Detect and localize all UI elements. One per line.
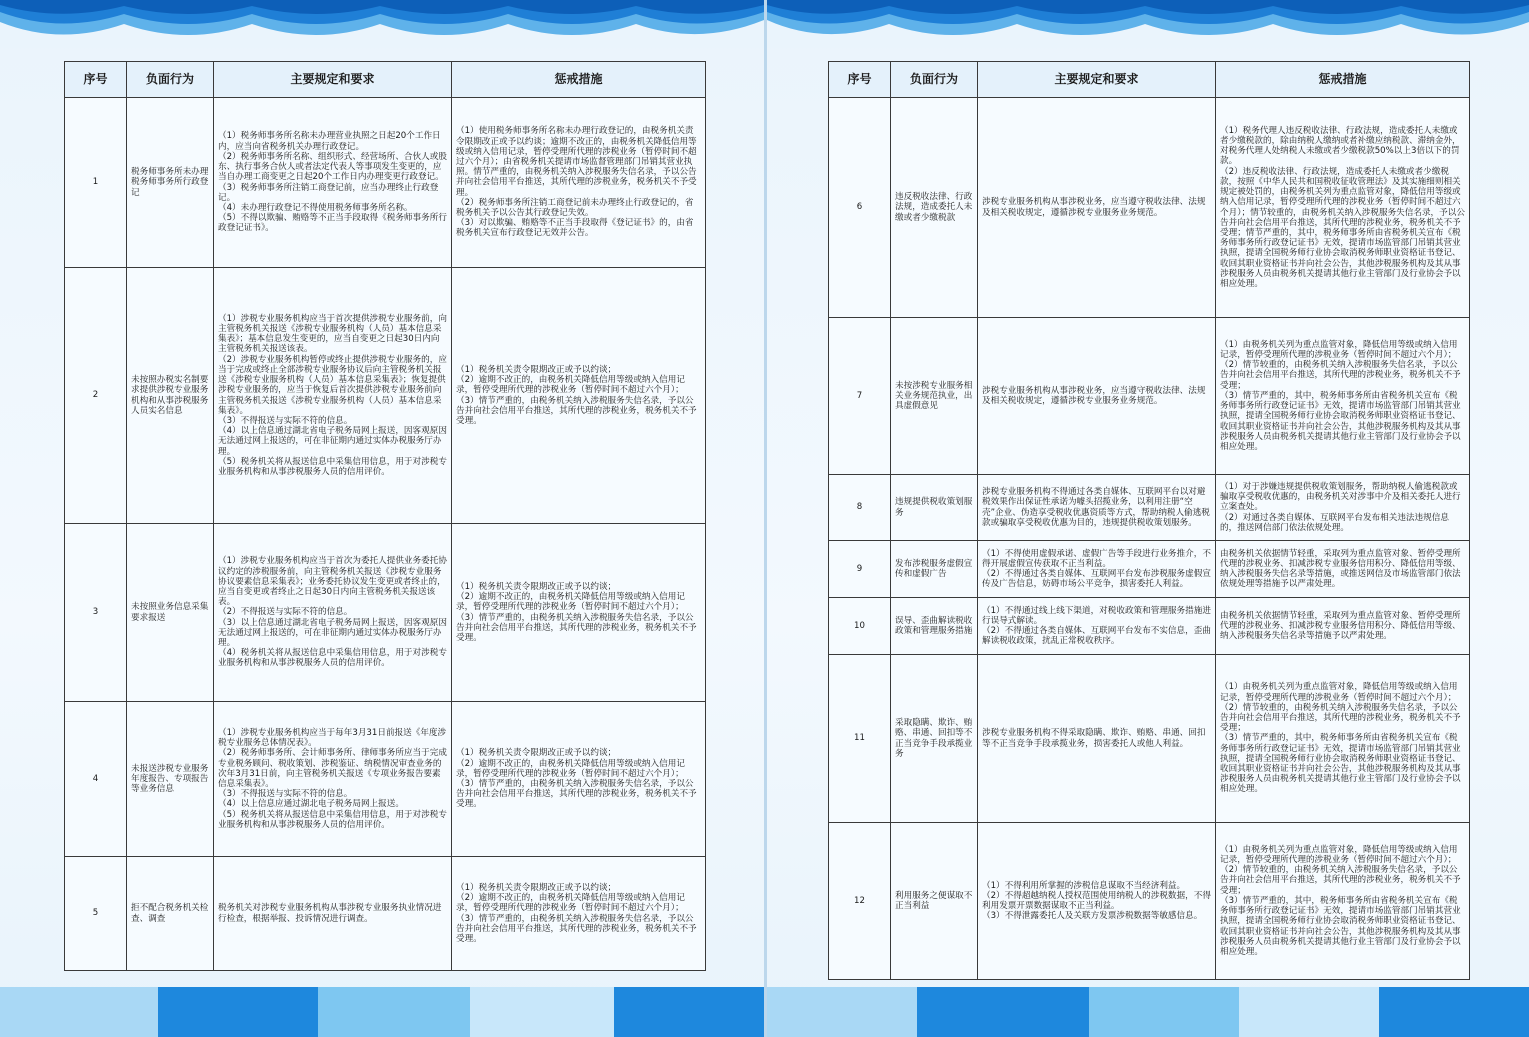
penalty-clause: （3）情节严重的，其中，税务师事务所由省税务机关宣布《税务师事务所行政登记证书》无效，提请市场监管部门吊销其营业执照，提请全国税务师行业协会取消税务师职业资格证书登记、收回其职业资格证书并向社会公告，其他涉税服务机构及其从事涉税服务人员由税务机关提请其他行业主管部门及行业协会予以相应处理。 — [1220, 733, 1461, 795]
requirement-clause: （2）涉税专业服务机构暂停或终止提供涉税专业服务的，应当于完成或终止全部涉税专业服务协议后向主管税务机关报送《涉税专业服务机构（人员）基本信息采集表》；恢复提供涉税专业服务的，应当于恢复后首次提供涉税专业服务前向主管税务机关报送《涉税专业服务机构（人员）基本信息采集表》。 — [218, 354, 447, 416]
row-penalties — [1216, 475, 1470, 541]
penalty-clause: （3）情节严重的，由税务机关纳入涉税服务失信名录，予以公告并向社会信用平台推送，其所代理的涉税业务，税务机关不予受理。 — [456, 612, 697, 643]
requirement-clause: （1）涉税专业服务机构应当于首次为委托人提供业务委托协议约定的涉税服务前，向主管税务机关报送《涉税专业服务协议要素信息采集表》；业务委托协议发生变更或者终止的，应当自变更或者终止之日起30日内向主管税务机关报送该表。 — [218, 556, 447, 608]
penalty-clause: （1）税务机关责令限期改正或予以约谈； — [456, 882, 617, 893]
requirement-clause: （2）不得超越纳税人授权范围使用纳税人的涉税数据，不得利用发票开票数据谋取不正当利益。 — [982, 890, 1211, 911]
row-penalties — [452, 857, 706, 971]
table-row — [65, 268, 706, 524]
row-number: 4 — [65, 702, 127, 857]
row-behavior: 发布涉税服务虚假宣传和虚假广告 — [891, 541, 978, 598]
requirement-clause: （1）不得利用所掌握的涉税信息谋取不当经济利益。 — [982, 880, 1186, 891]
table-row — [829, 98, 1470, 318]
requirement-clause: （3）不得泄露委托人及关联方发票涉税数据等敏感信息。 — [982, 911, 1203, 922]
requirement-clause: （2）不得报送与实际不符的信息。 — [218, 607, 353, 618]
row-behavior: 未按照办税实名制要求提供涉税专业服务机构和从事涉税服务人员实名信息 — [127, 268, 214, 524]
row-behavior: 未按照业务信息采集要求报送 — [127, 524, 214, 702]
penalty-clause: （2）逾期不改正的，由税务机关降低信用等级或纳入信用记录，暂停受理所代理的涉税业务（暂停时间不超过六个月）； — [456, 592, 685, 613]
row-behavior: 未按涉税专业服务相关业务规范执业，出具虚假意见 — [891, 318, 978, 475]
row-requirements — [978, 475, 1216, 541]
penalty-clause: （2）违反税收法律、行政法规，造成委托人未缴或者少缴税款，按照《中华人民共和国税收征收管理法》及其实施细则相关规定被处罚的，由税务机关列为重点监管对象，降低信用等级或纳入信用记录，暂停受理所代理的涉税业务（暂停时间不超过六个月）；情节较重的，由税务机关纳入涉税服务失信名录，予以公告并向社会信用平台推送，其所代理的涉税业务，税务机关不予受理；情节严重的，其中，税务师事务所由省税务机关宣布《税务师事务所行政登记证书》无效，提请市场监管部门吊销其营业执照，提请全国税务师行业协会取消税务师职业资格证书登记、收回其职业资格证书并向社会公告，其他涉税服务机构及其从事涉税服务人员由税务机关提请其他行业主管部门及行业协会予以相应处理。 — [1220, 166, 1465, 289]
penalty-clause: （3）情节严重的，由税务机关纳入涉税服务失信名录，予以公告并向社会信用平台推送，其所代理的涉税业务，税务机关不予受理。 — [456, 395, 697, 426]
row-penalties — [1216, 541, 1470, 598]
row-penalties — [1216, 318, 1470, 475]
row-penalties — [452, 268, 706, 524]
penalty-clause: （1）税务代理人违反税收法律、行政法规，造成委托人未缴或者少缴税款的，除由纳税人缴纳或者补缴应纳税款、滞纳金外，对税务代理人处纳税人未缴或者少缴税款50%以上3倍以下的罚款。 — [1220, 125, 1461, 167]
penalty-clause: 由税务机关依据情节轻重，采取列为重点监管对象、暂停受理所代理的涉税业务、扣减涉税专业服务信用积分、降低信用等级、纳入涉税服务失信名录等措施，或推送网信及市场监管部门依法依规处理等措施予以严肃处理。 — [1220, 548, 1461, 590]
requirement-clause: （3）不得报送与实际不符的信息。 — [218, 789, 353, 800]
penalty-clause: （1）由税务机关列为重点监管对象，降低信用等级或纳入信用记录，暂停受理所代理的涉税业务（暂停时间不超过六个月）； — [1220, 844, 1458, 866]
header-penalties: 惩戒措施 — [452, 62, 706, 98]
footer-band-decoration — [0, 987, 764, 1037]
row-requirements — [978, 98, 1216, 318]
header-behavior: 负面行为 — [127, 62, 214, 98]
penalty-clause: （2）逾期不改正的，由税务机关降低信用等级或纳入信用记录，暂停受理所代理的涉税业务（暂停时间不超过六个月）； — [456, 893, 685, 914]
penalty-clause: （2）情节较重的，由税务机关纳入涉税服务失信名录，予以公告并向社会信用平台推送，其所代理的涉税业务，税务机关不予受理； — [1220, 702, 1461, 734]
row-penalties — [452, 702, 706, 857]
header-penalties: 惩戒措施 — [1216, 62, 1470, 98]
requirement-clause: 涉税专业服务机构不得通过各类自媒体、互联网平台以对避税效果作出保证性承诺为噱头招揽业务，以利用注册“空壳”企业、伪造享受税收优惠资质等方式，帮助纳税人偷逃税款或骗取享受税收优惠为目的，违规提供税收策划服务。 — [982, 487, 1210, 528]
row-penalties — [1216, 98, 1470, 318]
penalty-clause: （1）税务机关责令限期改正或予以约谈； — [456, 748, 617, 759]
penalty-clause: （1）由税务机关列为重点监管对象，降低信用等级或纳入信用记录，暂停受理所代理的涉税业务（暂停时间不超过六个月）； — [1220, 682, 1458, 703]
footer-band-decoration — [767, 987, 1529, 1037]
row-number: 8 — [829, 475, 891, 541]
table-row — [829, 598, 1470, 655]
penalty-clause: （3）对以欺骗、贿赂等不正当手段取得《登记证书》的，由省税务机关宣布行政登记无效并公告。 — [456, 218, 694, 239]
penalty-clause: 由税务机关依据情节轻重，采取列为重点监管对象、暂停受理所代理的涉税业务、扣减涉税专业服务信用积分、降低信用等级、纳入涉税服务失信名录等措施予以严肃处理。 — [1220, 610, 1461, 642]
requirement-clause: （1）税务师事务所名称未办理营业执照之日起20个工作日内，应当向省税务机关办理行政登记。 — [218, 131, 441, 152]
penalty-clause: （2）逾期不改正的，由税务机关降低信用等级或纳入信用记录，暂停受理所代理的涉税业务（暂停时间不超过六个月）； — [456, 375, 685, 396]
row-penalties — [1216, 823, 1470, 980]
row-penalties — [1216, 655, 1470, 823]
wave-header-decoration — [0, 0, 764, 48]
penalty-clause: （3）情节严重的，由税务机关纳入涉税服务失信名录，予以公告并向社会信用平台推送，其所代理的涉税业务，税务机关不予受理。 — [456, 913, 697, 944]
requirement-clause: （5）税务机关将从报送信息中采集信用信息，用于对涉税专业服务机构和从事涉税服务人员的信用评价。 — [218, 456, 447, 477]
requirement-clause: （5）不得以欺骗、贿赂等不正当手段取得《税务师事务所行政登记证书》。 — [218, 213, 447, 234]
requirement-clause: （3）以上信息通过湖北省电子税务局网上报送，因客观原因无法通过网上报送的，可在非征期内通过实体办税服务厅办理。 — [218, 617, 447, 648]
row-penalties — [452, 524, 706, 702]
row-requirements — [214, 524, 452, 702]
table-row — [65, 702, 706, 857]
row-number: 12 — [829, 823, 891, 980]
penalty-clause: （3）情节严重的，由税务机关纳入涉税服务失信名录，予以公告并向社会信用平台推送，其所代理的涉税业务，税务机关不予受理。 — [456, 779, 697, 810]
row-requirements — [214, 702, 452, 857]
requirement-clause: 涉税专业服务机构不得采取隐瞒、欺诈、贿赂、串通、回扣等不正当竞争手段承揽业务，损害委托人或他人利益。 — [982, 728, 1206, 749]
row-behavior: 采取隐瞒、欺诈、贿赂、串通、回扣等不正当竞争手段承揽业务 — [891, 655, 978, 823]
row-requirements — [214, 268, 452, 524]
penalty-clause: （2）情节较重的，由税务机关纳入涉税服务失信名录，予以公告并向社会信用平台推送，其所代理的涉税业务，税务机关不予受理； — [1220, 360, 1461, 391]
row-requirements — [978, 823, 1216, 980]
requirement-clause: （1）不得通过线上线下渠道，对税收政策和管理服务措施进行误导式解读。 — [982, 605, 1211, 626]
requirement-clause: （2）税务师事务所、会计师事务所、律师事务所应当于完成专业税务顾问、税收策划、涉税鉴证、纳税情况审查业务的次年3月31日前，向主管税务机关报送《专项业务报告要素信息采集表》。 — [218, 748, 447, 789]
row-number: 1 — [65, 98, 127, 268]
penalty-clause: （1）使用税务师事务所名称未办理行政登记的，由税务机关责令限期改正或予以约谈；逾期不改正的，由税务机关降低信用等级或纳入信用记录，暂停受理所代理的涉税业务（暂停时间不超过六个月）；由省税务机关提请市场监督管理部门吊销其营业执照。情节严重的，由税务机关纳入涉税服务失信名录，予以公告并向社会信用平台推送，其所代理的涉税业务，税务机关不予受理。 — [456, 126, 697, 198]
table-row — [829, 823, 1470, 980]
row-behavior: 违规提供税收策划服务 — [891, 475, 978, 541]
requirement-clause: （5）税务机关将从报送信息中采集信用信息，用于对涉税专业服务机构和从事涉税服务人员的信用评价。 — [218, 809, 447, 830]
requirement-clause: （1）涉税专业服务机构应当于首次提供涉税专业服务前，向主管税务机关报送《涉税专业服务机构（人员）基本信息采集表》；基本信息发生变更的，应当自变更之日起30日内向主管税务机关报送该表。 — [218, 313, 447, 355]
requirement-clause: 涉税专业服务机构从事涉税业务，应当遵守税收法律、法规及相关税收规定，遵循涉税专业服务业务规范。 — [982, 197, 1206, 218]
header-behavior: 负面行为 — [891, 62, 978, 98]
table-row — [65, 857, 706, 971]
row-behavior: 违反税收法律、行政法规，造成委托人未缴或者少缴税款 — [891, 98, 978, 318]
row-behavior: 利用服务之便谋取不正当利益 — [891, 823, 978, 980]
row-behavior: 误导、歪曲解读税收政策和管理服务措施 — [891, 598, 978, 655]
requirement-clause: （4）未办理行政登记不得使用税务师事务所名称。 — [218, 202, 413, 213]
table-row — [829, 475, 1470, 541]
penalty-clause: （3）情节严重的，其中，税务师事务所由省税务机关宣布《税务师事务所行政登记证书》无效，提请市场监管部门吊销其营业执照，提请全国税务师行业协会取消税务师职业资格证书登记、收回其职业资格证书并向社会公告，其他涉税服务机构及其从事涉税服务人员由税务机关提请其他行业主管部门及行业协会予以相应处理。 — [1220, 390, 1461, 452]
table-row — [829, 541, 1470, 598]
row-requirements — [978, 541, 1216, 598]
left-page — [0, 0, 764, 1037]
penalty-clause: （2）税务师事务所注销工商登记前未办理终止行政登记的，省税务机关予以公告其行政登记失效。 — [456, 197, 694, 218]
row-number: 7 — [829, 318, 891, 475]
requirement-clause: （2）税务师事务所名称、组织形式、经营场所、合伙人或股东、执行事务合伙人或者法定代表人等事项发生变更的，应当自办理工商变更之日起20个工作日内办理变更行政登记。 — [218, 151, 447, 183]
penalty-clause: （2）情节较重的，由税务机关纳入涉税服务失信名录，予以公告并向社会信用平台推送，其所代理的涉税业务，税务机关不予受理； — [1220, 865, 1461, 896]
requirement-clause: （3）税务师事务所注销工商登记前，应当办理终止行政登记。 — [218, 182, 439, 203]
penalty-table-left — [64, 61, 706, 971]
penalty-clause: （3）情节严重的，其中，税务师事务所由省税务机关宣布《税务师事务所行政登记证书》无效，提请市场监管部门吊销其营业执照，提请全国税务师行业协会取消税务师职业资格证书登记、收回其职业资格证书并向社会公告，其他涉税服务机构及其从事涉税服务人员由税务机关提请其他行业主管部门及行业协会予以相应处理。 — [1220, 895, 1461, 957]
penalty-clause: （1）对于涉嫌违规提供税收策划服务，帮助纳税人偷逃税款或骗取享受税收优惠的，由税务机关对涉事中介及相关委托人进行立案查处。 — [1220, 481, 1461, 513]
table-header-row — [829, 62, 1470, 98]
row-behavior: 未报送涉税专业服务年度报告、专项报告等业务信息 — [127, 702, 214, 857]
header-seq: 序号 — [829, 62, 891, 98]
row-number: 10 — [829, 598, 891, 655]
penalty-clause: （1）由税务机关列为重点监管对象，降低信用等级或纳入信用记录，暂停受理所代理的涉税业务（暂停时间不超过六个月）； — [1220, 339, 1458, 361]
row-penalties — [452, 98, 706, 268]
row-requirements — [978, 598, 1216, 655]
penalty-clause: （2）对通过各类自媒体、互联网平台发布相关违法违规信息的，推送网信部门依法依规处理。 — [1220, 512, 1449, 533]
header-requirements: 主要规定和要求 — [214, 62, 452, 98]
row-number: 9 — [829, 541, 891, 598]
requirement-clause: （3）不得报送与实际不符的信息。 — [218, 415, 353, 426]
row-number: 5 — [65, 857, 127, 971]
requirement-clause: （4）以上信息通过湖北省电子税务局网上报送，因客观原因无法通过网上报送的，可在非征期内通过实体办税服务厅办理。 — [218, 426, 447, 457]
header-requirements: 主要规定和要求 — [978, 62, 1216, 98]
requirement-clause: （4）以上信息应通过湖北电子税务局网上报送。 — [218, 799, 404, 810]
table-header-row — [65, 62, 706, 98]
table-row — [65, 524, 706, 702]
row-behavior: 拒不配合税务机关检查、调查 — [127, 857, 214, 971]
requirement-clause: （2）不得通过各类自媒体、互联网平台发布涉税服务虚假宣传及广告信息，妨碍市场公平竞争，损害委托人利益。 — [982, 569, 1211, 590]
row-requirements — [214, 98, 452, 268]
table-row — [65, 98, 706, 268]
requirement-clause: （1）不得使用虚假承诺、虚假广告等手段进行业务推介，不得开展虚假宣传获取不正当利益。 — [982, 548, 1211, 569]
row-requirements — [978, 318, 1216, 475]
requirement-clause: （2）不得通过各类自媒体、互联网平台发布不实信息，歪曲解读税收政策，扰乱正常税收秩序。 — [982, 626, 1211, 647]
row-requirements — [214, 857, 452, 971]
row-number: 2 — [65, 268, 127, 524]
row-requirements — [978, 655, 1216, 823]
requirement-clause: （4）税务机关将从报送信息中采集信用信息，用于对涉税专业服务机构和从事涉税服务人员的信用评价。 — [218, 648, 447, 669]
header-seq: 序号 — [65, 62, 127, 98]
row-penalties — [1216, 598, 1470, 655]
row-behavior: 税务师事务所未办理税务师事务所行政登记 — [127, 98, 214, 268]
row-number: 6 — [829, 98, 891, 318]
requirement-clause: （1）涉税专业服务机构应当于每年3月31日前报送《年度涉税专业服务总体情况表》。 — [218, 727, 447, 749]
wave-header-decoration — [767, 0, 1529, 48]
table-row — [829, 318, 1470, 475]
requirement-clause: 税务机关对涉税专业服务机构从事涉税专业服务执业情况进行检查，根据举报、投诉情况进行调查。 — [218, 903, 442, 924]
penalty-clause: （1）税务机关责令限期改正或予以约谈； — [456, 581, 617, 592]
row-number: 3 — [65, 524, 127, 702]
penalty-table-right — [828, 61, 1470, 980]
table-row — [829, 655, 1470, 823]
right-page — [767, 0, 1529, 1037]
row-number: 11 — [829, 655, 891, 823]
penalty-clause: （2）逾期不改正的，由税务机关降低信用等级或纳入信用记录，暂停受理所代理的涉税业务（暂停时间不超过六个月）； — [456, 758, 685, 779]
penalty-clause: （1）税务机关责令限期改正或予以约谈； — [456, 364, 617, 375]
requirement-clause: 涉税专业服务机构从事涉税业务，应当遵守税收法律、法规及相关税收规定，遵循涉税专业服务业务规范。 — [982, 385, 1206, 406]
